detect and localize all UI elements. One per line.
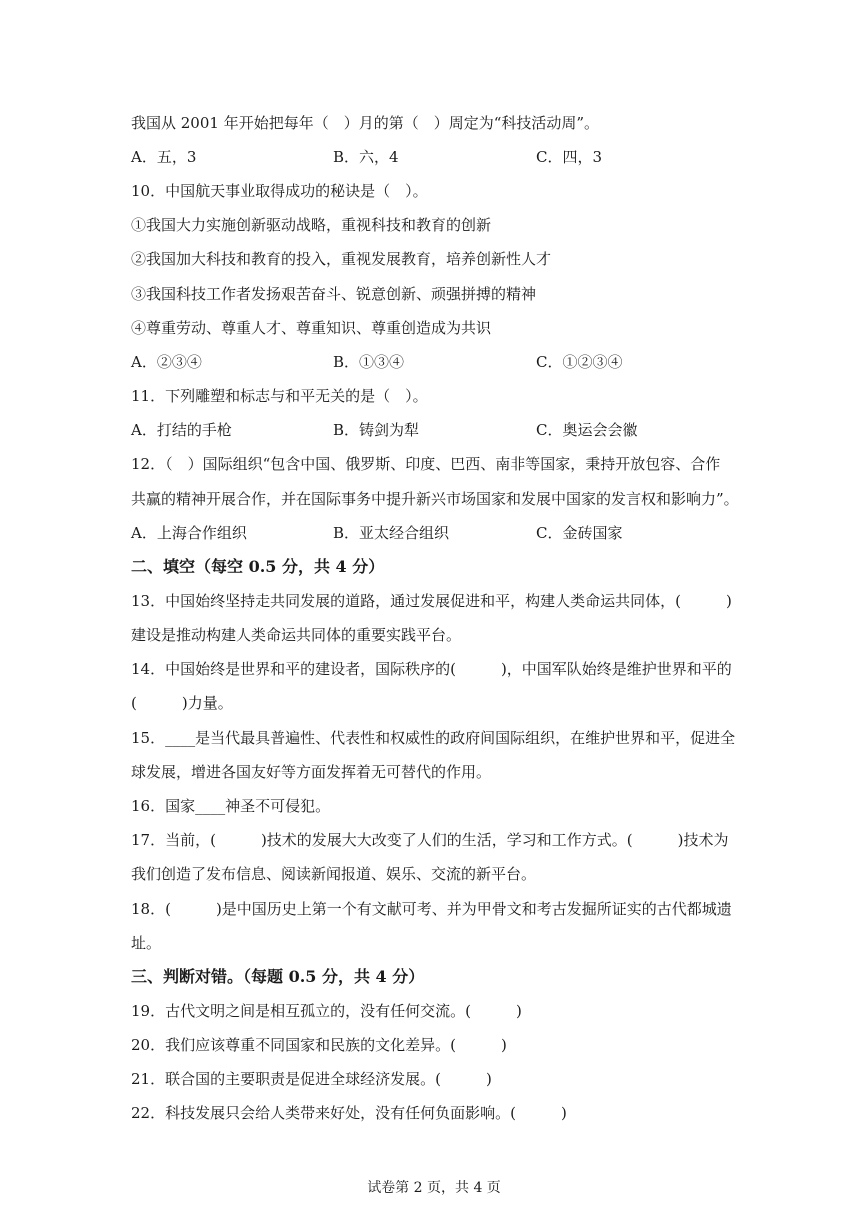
q12-stem-line1: 12．（ ）国际组织“包含中国、俄罗斯、印度、巴西、南非等国家，秉持开放包容、合作 xyxy=(131,455,721,473)
q11-option-c: C．奥运会会徽 xyxy=(536,421,638,439)
q19: 19．古代文明之间是相互孤立的，没有任何交流。( ) xyxy=(131,1002,522,1020)
q10-item-2: ②我国加大科技和教育的投入，重视发展教育，培养创新性人才 xyxy=(131,250,552,268)
q15-line2: 球发展，增进各国友好等方面发挥着无可替代的作用。 xyxy=(131,763,492,781)
q9-stem: 我国从 2001 年开始把每年（ ）月的第（ ）周定为“科技活动周”。 xyxy=(131,114,600,132)
section2-heading: 二、填空（每空 0.5 分，共 4 分） xyxy=(131,557,385,576)
q17-line1: 17．当前，( )技术的发展大大改变了人们的生活，学习和工作方式。( )技术为 xyxy=(131,831,729,849)
q12-option-a: A．上海合作组织 xyxy=(131,524,247,542)
q10-option-b: B．①③④ xyxy=(333,353,405,371)
q10-item-1: ①我国大力实施创新驱动战略，重视科技和教育的创新 xyxy=(131,216,492,234)
q22: 22．科技发展只会给人类带来好处，没有任何负面影响。( ) xyxy=(131,1104,567,1122)
q10-item-3: ③我国科技工作者发扬艰苦奋斗、锐意创新、顽强拼搏的精神 xyxy=(131,285,537,303)
q10-option-a: A．②③④ xyxy=(131,353,202,371)
q11-stem: 11．下列雕塑和标志与和平无关的是（ ）。 xyxy=(131,387,428,405)
q11-option-b: B．铸剑为犁 xyxy=(333,421,420,439)
q11-option-a: A．打结的手枪 xyxy=(131,421,232,439)
q10-item-4: ④尊重劳动、尊重人才、尊重知识、尊重创造成为共识 xyxy=(131,319,492,337)
section3-heading: 三、判断对错。（每题 0.5 分，共 4 分） xyxy=(131,967,425,986)
q10-option-c: C．①②③④ xyxy=(536,353,623,371)
q12-stem-line2: 共赢的精神开展合作，并在国际事务中提升新兴市场国家和发展中国家的发言权和影响力”。 xyxy=(131,490,739,508)
q13-line2: 建设是推动构建人类命运共同体的重要实践平台。 xyxy=(131,626,462,644)
q17-line2: 我们创造了发布信息、阅读新闻报道、娱乐、交流的新平台。 xyxy=(131,865,537,883)
q13-line1: 13．中国始终坚持走共同发展的道路，通过发展促进和平，构建人类命运共同体，( ) xyxy=(131,592,732,610)
q15-line1: 15．____是当代最具普遍性、代表性和权威性的政府间国际组织，在维护世界和平，促进全 xyxy=(131,729,736,747)
page-footer: 试卷第 2 页，共 4 页 xyxy=(367,1180,501,1196)
q9-option-b: B．六，4 xyxy=(333,148,399,166)
q16: 16．国家____神圣不可侵犯。 xyxy=(131,797,331,815)
q12-option-c: C．金砖国家 xyxy=(536,524,623,542)
q10-stem: 10．中国航天事业取得成功的秘诀是（ ）。 xyxy=(131,182,428,200)
q14-line1: 14．中国始终是世界和平的建设者，国际秩序的( )，中国军队始终是维护世界和平的 xyxy=(131,660,732,678)
q18-line1: 18．( )是中国历史上第一个有文献可考、并为甲骨文和考古发掘所证实的古代都城遗 xyxy=(131,900,732,918)
q9-option-c: C．四，3 xyxy=(536,148,603,166)
q12-option-b: B．亚太经合组织 xyxy=(333,524,450,542)
q21: 21．联合国的主要职责是促进全球经济发展。( ) xyxy=(131,1070,492,1088)
q14-line2: ( )力量。 xyxy=(131,694,233,712)
q18-line2: 址。 xyxy=(131,934,162,952)
q20: 20．我们应该尊重不同国家和民族的文化差异。( ) xyxy=(131,1036,507,1054)
q9-option-a: A．五，3 xyxy=(131,148,197,166)
